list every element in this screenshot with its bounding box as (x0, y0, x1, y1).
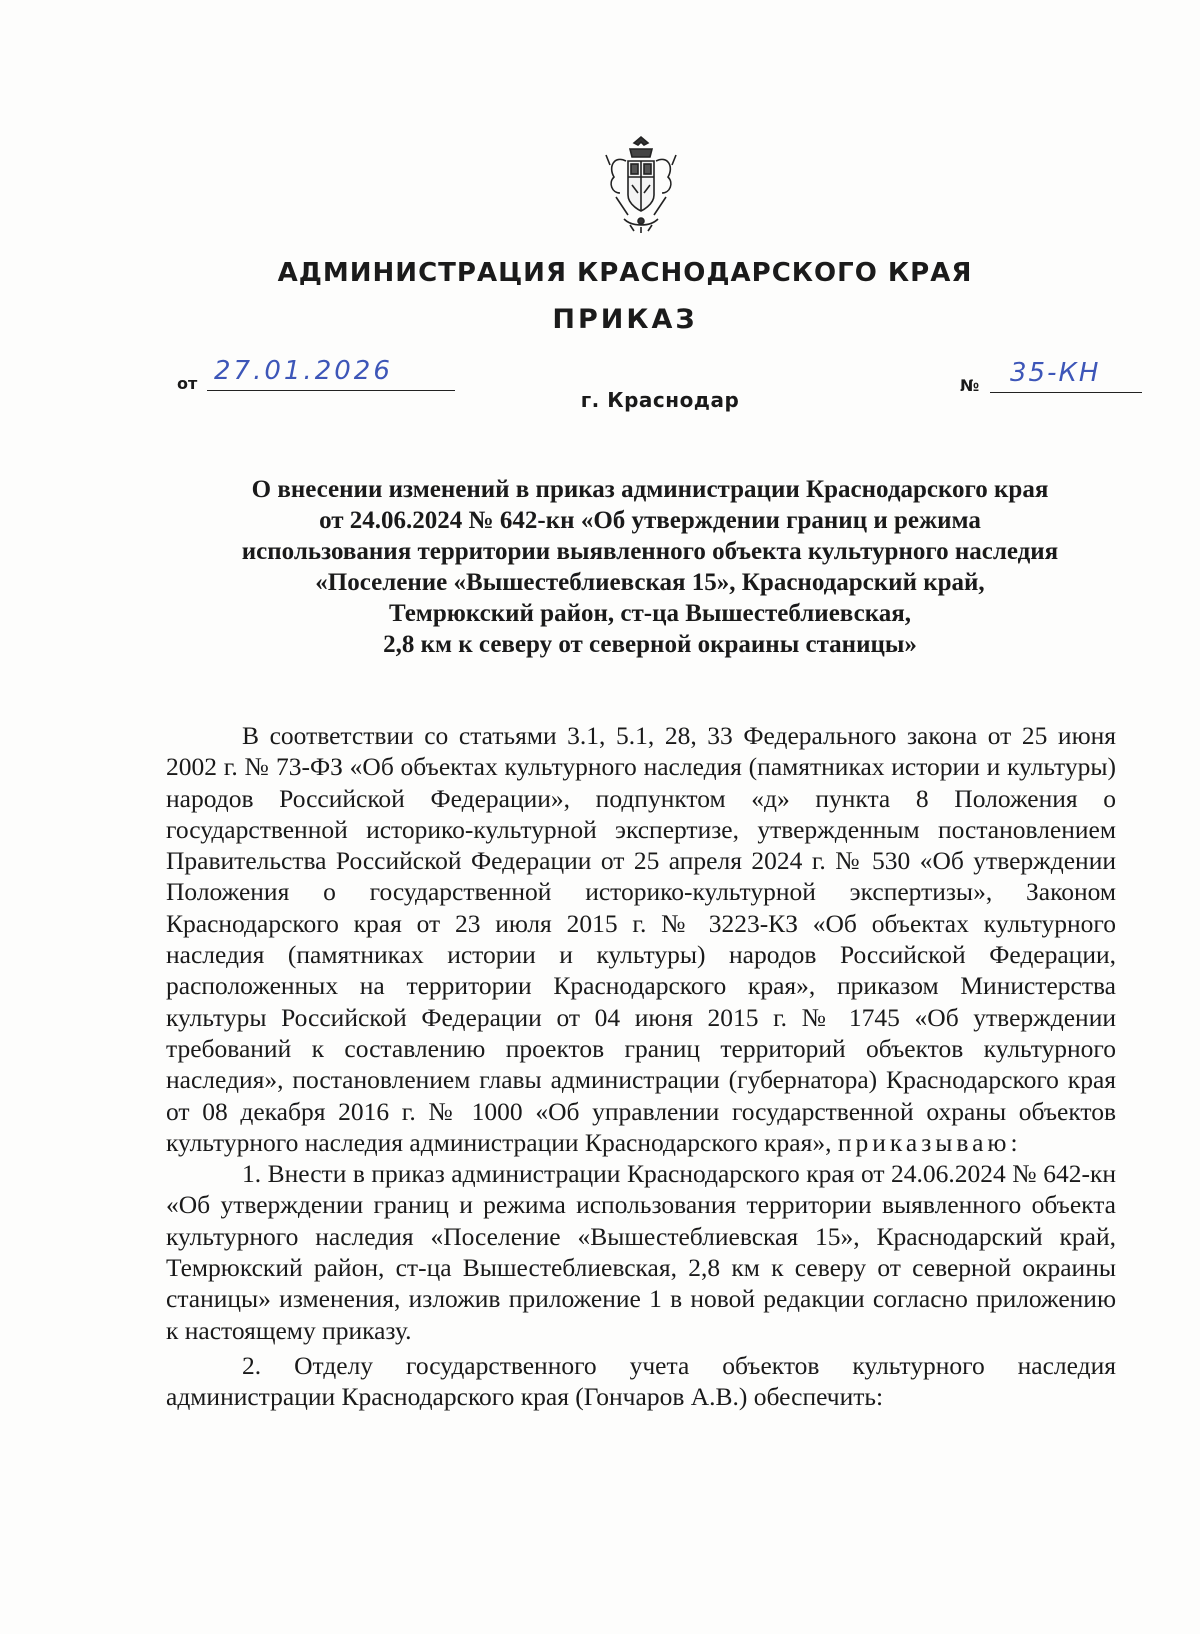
order-word: приказываю: (837, 1127, 1022, 1157)
heading-line: О внесении изменений в приказ администрации Краснодарского края (251, 476, 1049, 503)
document-body (166, 720, 1116, 1413)
preamble-paragraph (166, 720, 1116, 1158)
number-value: 35-КН (1010, 358, 1101, 388)
item-2-paragraph: 2. Отделу государственного учета объектов культурного наследия администрации Краснодарского края (Гончаров А.В.) обеспечить: (166, 1350, 1116, 1412)
number-label: № (960, 376, 980, 395)
organization-title: АДМИНИСТРАЦИЯ КРАСНОДАРСКОГО КРАЯ (277, 258, 973, 288)
document-heading (150, 474, 1150, 660)
heading-line: использования территории выявленного объекта культурного наследия (241, 538, 1059, 565)
city-label: г. Краснодар (580, 388, 740, 412)
date-label: от (177, 374, 198, 393)
heading-line: 2,8 км к северу от северной окраины станицы» (383, 631, 917, 658)
heading-line: от 24.06.2024 № 642-кн «Об утверждении границ и режима (319, 507, 981, 534)
heading-line: «Поселение «Вышестеблиевская 15», Краснодарский край, (315, 569, 985, 596)
document-type-title: ПРИКАЗ (552, 304, 698, 335)
heading-line: Темрюкский район, ст-ца Вышестеблиевская, (388, 600, 912, 627)
coat-of-arms-icon (604, 135, 678, 235)
item-1-paragraph: 1. Внести в приказ администрации Краснодарского края от 24.06.2024 № 642-кн «Об утверждении границ и режима использования территории выявленного объекта культурного наследия «Поселение «Вышестеблиевская 15», Краснодарский край, Темрюкский район, ст-ца Вышестеблиевская, 2,8 км к северу от северной окраины станицы» изменения, изложив приложение 1 в новой редакции согласно приложению к настоящему приказу. (166, 1159, 1116, 1345)
preamble-text: В соответствии со статьями 3.1, 5.1, 28, 33 Федерального закона от 25 июня 2002 г. № 73-ФЗ «Об объектах культурного наследия (памятниках истории и культуры) народов Российской Федерации», подпунктом «д» пункта 8 Положения о государственной историко-культурной экспертизе, утвержденным постановлением Правительства Российской Федерации от 25 апреля 2024 г. № 530 «Об утверждении Положения о государственной историко-культурной экспертизы», Законом Краснодарского края от 23 июля 2015 г. № 3223-КЗ «Об объектах культурного наследия (памятниках истории и культуры) народов Российской Федерации, расположенных на территории Краснодарского края», приказом Министерства культуры Российской Федерации от 04 июня 2015 г. № 1745 «Об утверждении требований к составлению проектов границ территорий объектов культурного наследия», постановлением главы администрации (губернатора) Краснодарского края от 08 декабря 2016 г. № 1000 «Об управлении государственной охраны объектов культурного наследия администрации Краснодарского края», (166, 721, 1116, 1157)
date-value: 27.01.2026 (214, 356, 393, 386)
